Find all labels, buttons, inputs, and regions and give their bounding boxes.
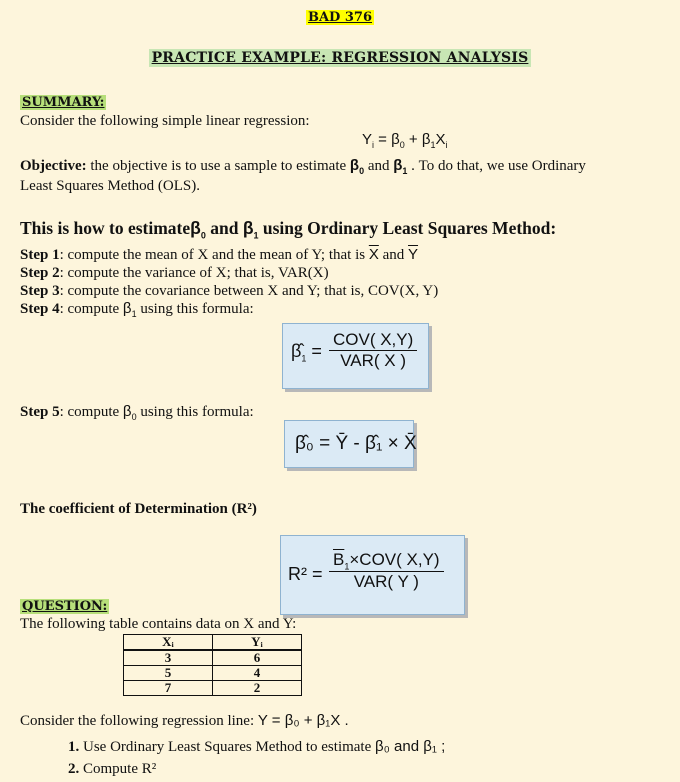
- regression-model-equation: $Y_i = \beta_0 + \beta_1X_i$: [362, 131, 448, 150]
- beta1-formula-box: [282, 323, 429, 389]
- data-table: [123, 634, 302, 696]
- r-squared-fraction: $\overline{B}_1\times COV$( X,Y) VAR( Y ): [329, 550, 444, 592]
- table-row: 3 6: [124, 650, 302, 666]
- ols-heading: This is how to estimateβ$_0$ and $\beta_1$ using Ordinary Least Squares Method:: [20, 218, 557, 241]
- question-intro: The following table contains data on X and Y:: [20, 616, 297, 632]
- table-row: 7 2: [124, 681, 302, 696]
- step-2: Step 2: compute the variance of X; that is, VAR(X): [20, 265, 329, 281]
- beta1-fraction: COV( X,Y) VAR( X ): [329, 330, 417, 371]
- r-squared-lhs: R² =: [288, 564, 323, 584]
- page-title: PRACTICE EXAMPLE: REGRESSION ANALYSIS: [0, 50, 680, 66]
- table-header-x: Xᵢ: [124, 635, 213, 651]
- task-1: 1. Use Ordinary Least Squares Method to estimate β₀ and β₁ ;: [68, 738, 446, 755]
- summary-heading: SUMMARY:: [22, 95, 105, 110]
- beta0-formula-box: [284, 420, 417, 468]
- step-5: Step 5: compute $\beta_0$ using this formula:: [20, 403, 254, 422]
- table-header-y: Yᵢ: [213, 635, 302, 651]
- step-4: Step 4: compute $\beta_1$ using this formula:: [20, 300, 254, 319]
- beta0-formula: β̂₀ = Ȳ - β̂₁ × X̄: [295, 433, 417, 454]
- question-heading: QUESTION:: [22, 599, 108, 614]
- objective-line: Objective: the objective is to use a sample to estimate $\beta_0$ and $\beta_1$ . To do that, we use Ordinary: [20, 157, 586, 176]
- task-2: 2. Compute R²: [68, 761, 157, 777]
- determination-heading: The coefficient of Determination (R²): [20, 501, 257, 517]
- beta1-hat-symbol: $\betâ_1$ =: [291, 341, 322, 364]
- step-1: Step 1: compute the mean of X and the mean of Y; that is $\overline{X}$ and $\overline{Y}$: [20, 246, 419, 263]
- step-3: Step 3: compute the covariance between X and Y; that is, COV(X, Y): [20, 283, 439, 299]
- objective-line-2: Least Squares Method (OLS).: [20, 178, 200, 194]
- regression-line: Consider the following regression line: Y = β₀ + β₁X .: [20, 712, 349, 729]
- course-code: BAD 376: [307, 10, 372, 25]
- summary-intro: Consider the following simple linear regression:: [20, 113, 310, 129]
- table-header-row: [124, 635, 302, 651]
- table-row: 5 4: [124, 666, 302, 681]
- r-squared-formula-box: [280, 535, 465, 615]
